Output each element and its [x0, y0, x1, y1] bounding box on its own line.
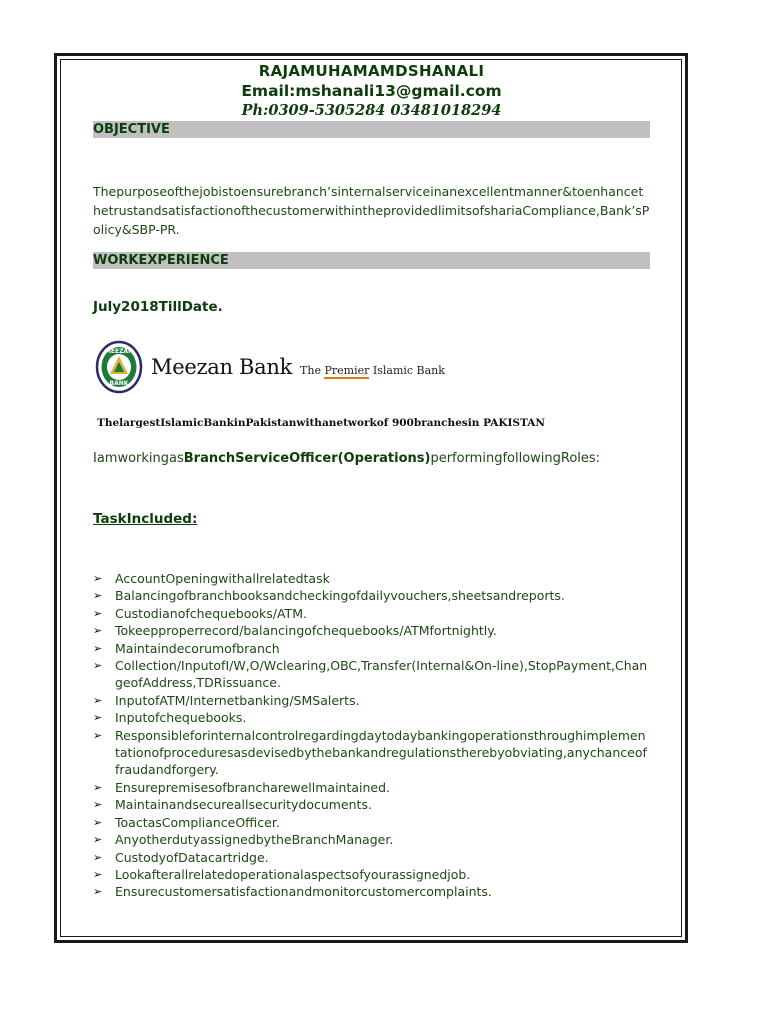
- bank-tagline: [300, 364, 445, 377]
- task-text: Ensurecustomersatisfactionandmonitorcustomercomplaints.: [115, 884, 492, 900]
- task-text: Tokeepproperrecord/balancingofchequebooks/ATMfortnightly.: [115, 623, 497, 639]
- meezan-emblem-icon: [95, 340, 143, 394]
- work-experience-heading: WORKEXPERIENCE: [93, 252, 650, 269]
- list-item: [93, 587, 649, 604]
- task-text: Inputofchequebooks.: [115, 710, 247, 726]
- candidate-name: RAJAMUHAMAMDSHANALI: [258, 62, 485, 80]
- arrow-bullet-icon: ➢: [93, 711, 103, 725]
- arrow-bullet-icon: ➢: [93, 798, 103, 812]
- arrow-bullet-icon: ➢: [93, 833, 103, 847]
- list-item: [93, 779, 649, 796]
- task-text: Responsibleforinternalcontrolregardingdaytodaybankingoperationsthroughimplementationofproceduresasdevisedbythebankandregulationstherebyobviating,anychanceoffraudandforgery.: [115, 727, 647, 778]
- list-item: [93, 831, 649, 848]
- arrow-bullet-icon: ➢: [93, 606, 103, 620]
- role-statement: [93, 451, 600, 466]
- arrow-bullet-icon: ➢: [93, 589, 103, 603]
- arrow-bullet-icon: ➢: [93, 850, 103, 864]
- arrow-bullet-icon: ➢: [93, 624, 103, 638]
- arrow-bullet-icon: ➢: [93, 780, 103, 794]
- list-item: [93, 640, 649, 657]
- logo-bottom-text: BANK: [109, 380, 129, 387]
- task-text: ToactasComplianceOfficer.: [115, 814, 280, 830]
- list-item: [93, 866, 649, 883]
- list-item: [93, 883, 649, 900]
- bank-logo: [95, 340, 445, 394]
- bank-tagline-premier: Premier: [324, 363, 370, 377]
- task-text: AnyotherdutyassignedbytheBranchManager.: [115, 832, 394, 848]
- role-prefix: Iamworkingas: [93, 451, 184, 466]
- task-text: Collection/InputofI/W,O/Wclearing,OBC,Transfer(Internal&On-line),StopPayment,ChangeofAddress,TDRissuance.: [115, 658, 648, 691]
- task-text: Maintaindecorumofbranch: [115, 640, 280, 656]
- task-text: AccountOpeningwithallrelatedtask: [115, 571, 330, 586]
- arrow-bullet-icon: ➢: [93, 815, 103, 829]
- arrow-bullet-icon: ➢: [93, 659, 103, 673]
- bank-name: Meezan Bank: [151, 355, 293, 379]
- arrow-bullet-icon: ➢: [93, 572, 103, 585]
- list-item: [93, 692, 649, 709]
- candidate-phone: Ph:0309-5305284 03481018294: [241, 102, 502, 119]
- task-text: Custodianofchequebooks/ATM.: [115, 605, 307, 621]
- objective-heading: OBJECTIVE: [93, 121, 650, 138]
- arrow-bullet-icon: ➢: [93, 728, 103, 742]
- task-list: [93, 570, 649, 901]
- objective-text: Thepurposeofthejobistoensurebranch’sinternalserviceinanexcellentmanner&toenhancethetrustandsatisfactionofthecustomerwithintheprovidedlimitsofshariaCompliance,Bank’sPolicy&SBP-PR.: [93, 184, 650, 237]
- role-suffix: performingfollowingRoles:: [430, 451, 601, 466]
- candidate-email: Email:mshanali13@gmail.com: [241, 82, 502, 100]
- role-title: BranchServiceOfficer(Operations): [183, 451, 431, 466]
- bank-tagline-pre: The: [300, 363, 325, 377]
- bank-tagline-post: Islamic Bank: [369, 363, 445, 377]
- list-item: [93, 796, 649, 813]
- resume-header: [93, 61, 650, 121]
- employment-date: July2018TillDate.: [93, 299, 223, 315]
- logo-top-text: MEEZAN: [104, 348, 134, 355]
- list-item: [93, 849, 649, 866]
- arrow-bullet-icon: ➢: [93, 693, 103, 707]
- task-text: Maintainandsecureallsecuritydocuments.: [115, 797, 372, 813]
- task-text: CustodyofDatacartridge.: [115, 849, 269, 865]
- list-item: [93, 605, 649, 622]
- list-item: [93, 657, 649, 692]
- list-item: [93, 727, 649, 779]
- list-item: [93, 709, 649, 726]
- arrow-bullet-icon: ➢: [93, 885, 103, 899]
- arrow-bullet-icon: ➢: [93, 867, 103, 881]
- task-text: InputofATM/Internetbanking/SMSalerts.: [115, 692, 360, 708]
- list-item: [93, 570, 649, 587]
- list-item: [93, 814, 649, 831]
- arrow-bullet-icon: ➢: [93, 641, 103, 655]
- list-item: [93, 622, 649, 639]
- task-text: Balancingofbranchbooksandcheckingofdailyvouchers,sheetsandreports.: [115, 588, 565, 604]
- task-text: Ensurepremisesofbrancharewellmaintained.: [115, 779, 391, 795]
- tasks-heading: TaskIncluded:: [93, 511, 198, 527]
- bank-caption: ThelargestIslamicBankinPakistanwithanetworkof 900branchesin PAKISTAN: [97, 417, 545, 429]
- task-text: Lookafterallrelatedoperationalaspectsofyourassignedjob.: [115, 866, 471, 882]
